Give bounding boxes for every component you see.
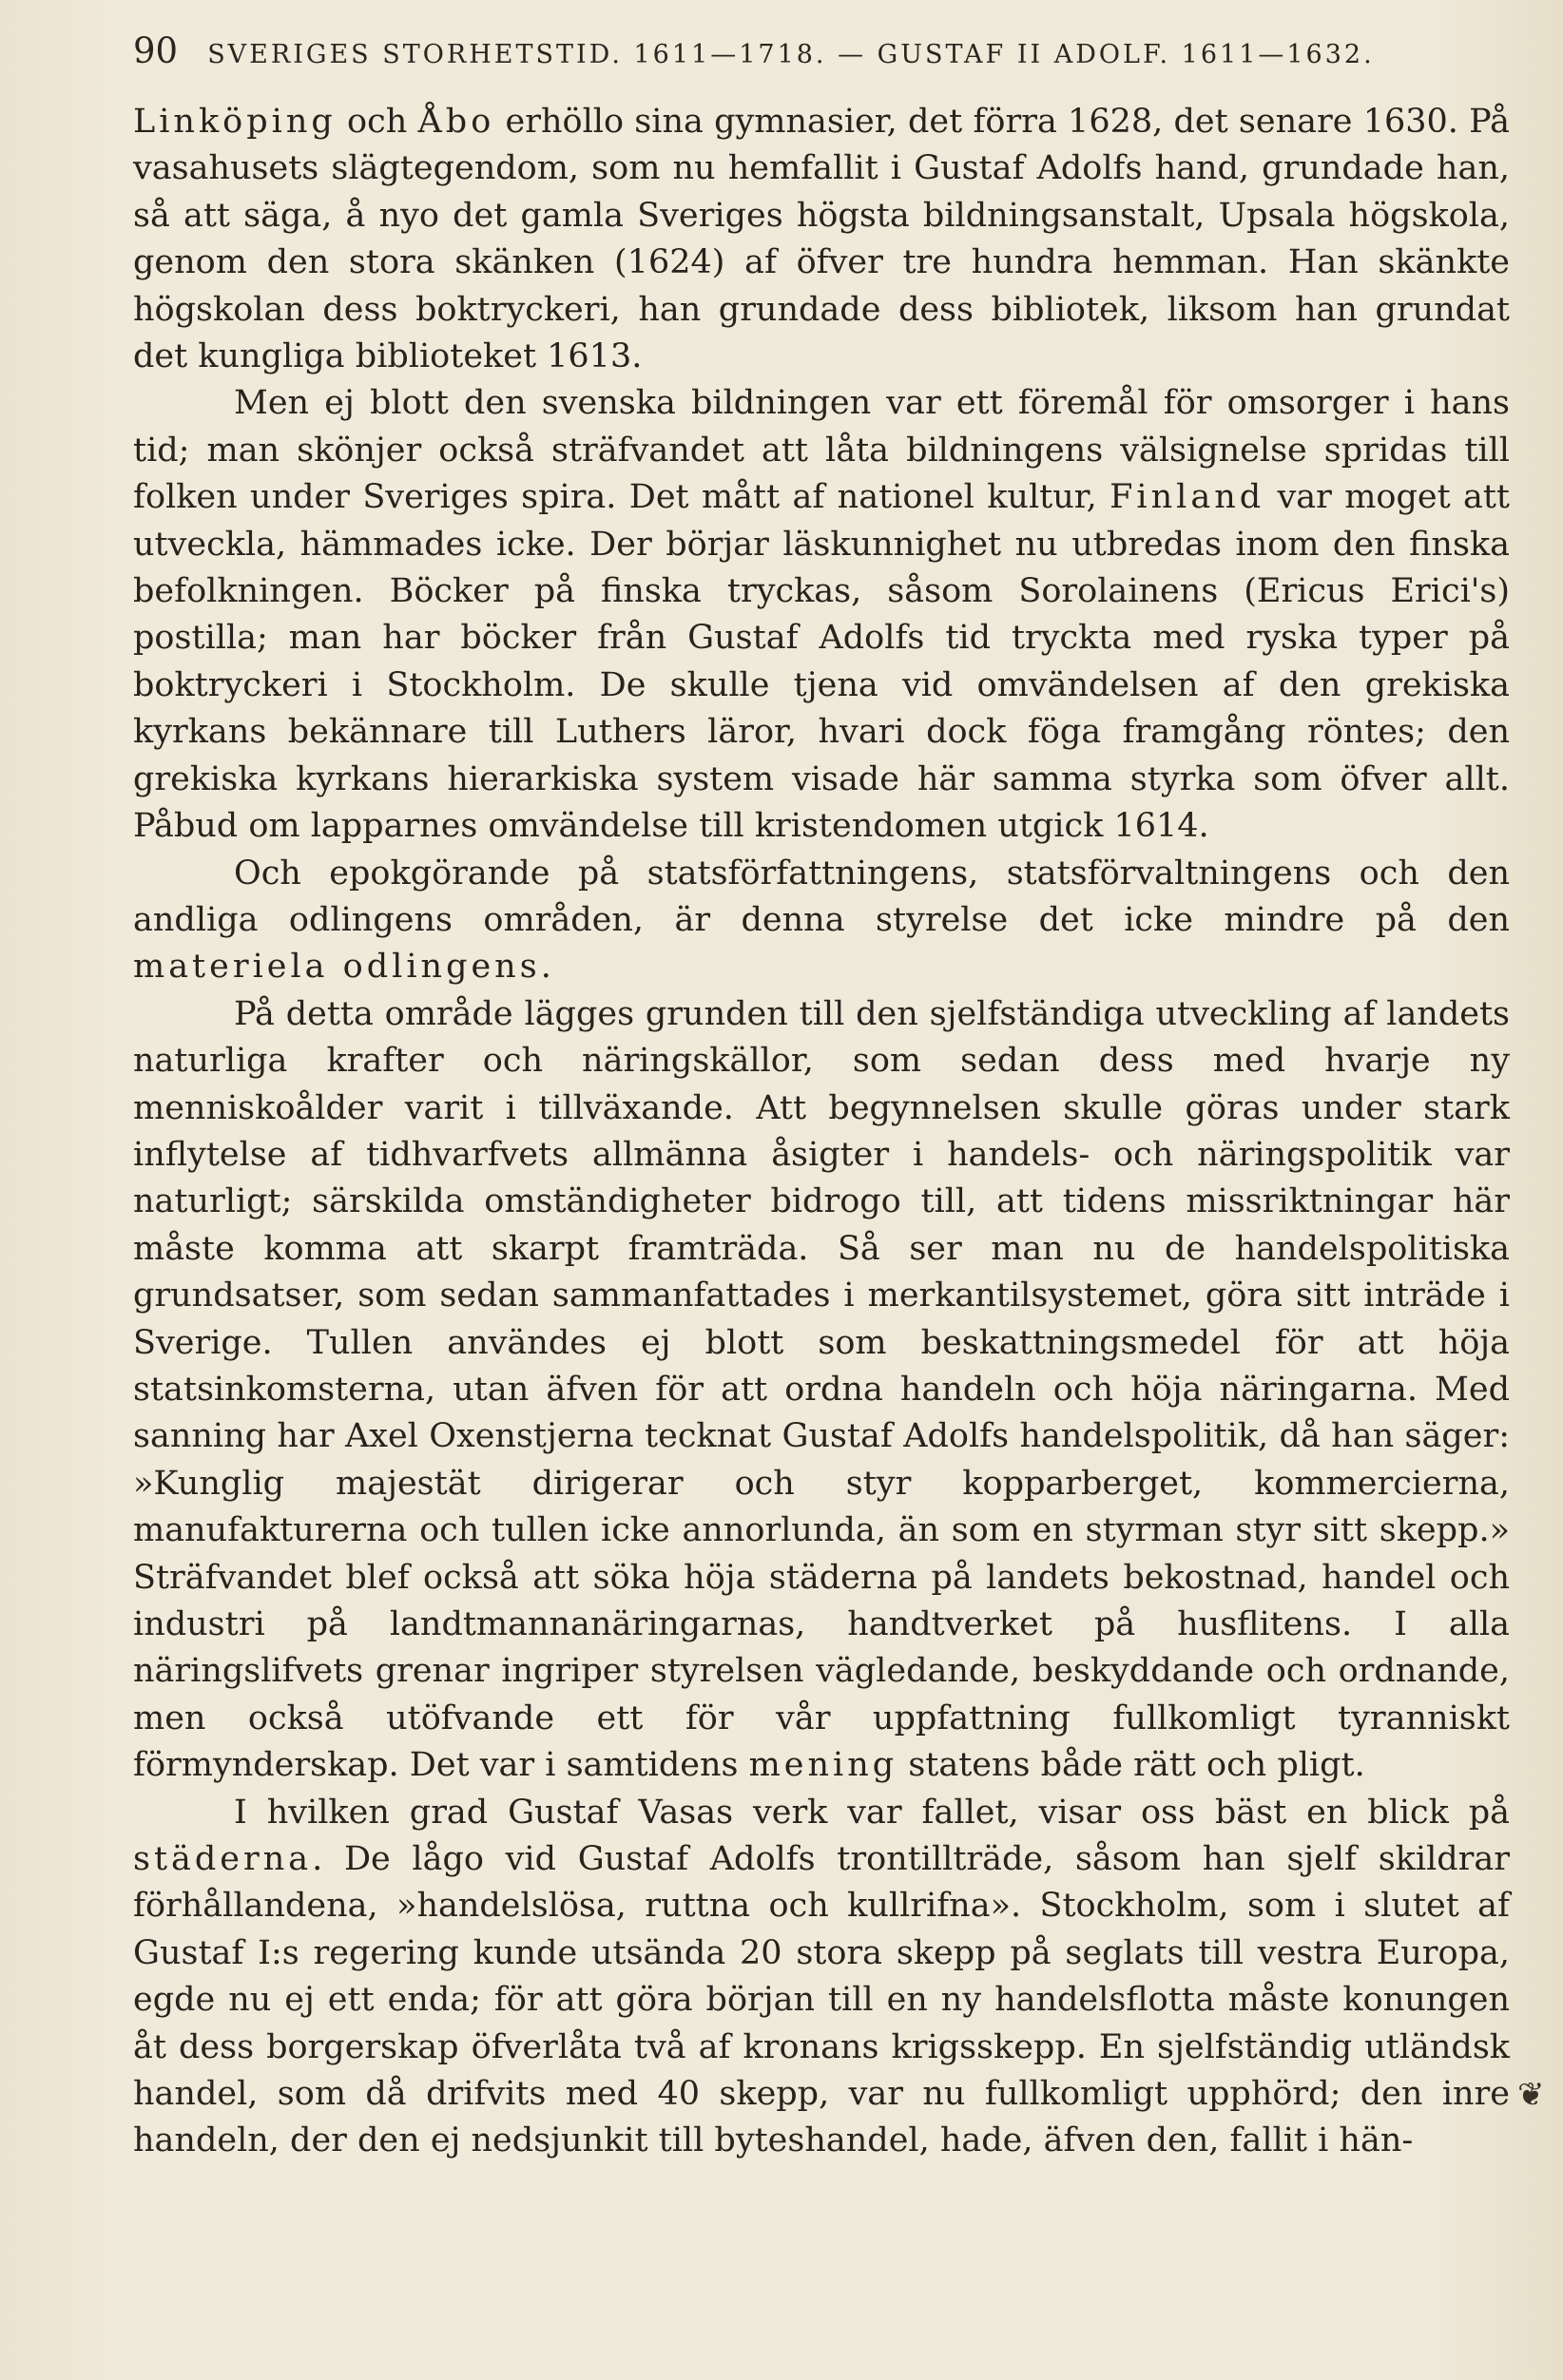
emphasized-text: städerna <box>133 1840 313 1879</box>
text-segment: I hvilken grad Gustaf Vasas verk var fallet, visar oss bäst en blick på <box>234 1793 1510 1832</box>
text-segment: var moget att utveckla, hämmades icke. Der börjar läskunnighet nu utbredas inom den finska befolkningen. Böcker på finska tryckas, såsom Sorolainens (Ericus Erici's) postilla; man har böcker från Gustaf Adolfs tid tryckta med ryska typer på boktryckeri i Stockholm. De skulle tjena vid omvändelsen af den grekiska kyrkans bekännare till Luthers läror, hvari dock föga framgång röntes; den grekiska kyrkans hierarkiska system visade här samma styrka som öfver allt. Påbud om lapparnes omvändelse till kristendomen utgick 1614. <box>133 478 1510 846</box>
emphasized-text: mening <box>748 1746 898 1785</box>
emphasized-text: Linköping <box>133 103 337 141</box>
page-number: 90 <box>133 30 179 71</box>
paragraph <box>133 99 1510 380</box>
body-text <box>133 99 1510 2165</box>
page-header <box>133 30 1521 87</box>
running-head: SVERIGES STORHETSTID. 1611—1718. — GUSTAF II ADOLF. 1611—1632. <box>207 40 1375 69</box>
paragraph <box>133 1790 1510 2165</box>
emphasized-text: Åbo <box>417 103 495 141</box>
paragraph <box>133 380 1510 850</box>
margin-ornament: ❦ <box>1517 2076 1545 2114</box>
text-segment: Men ej blott den svenska bildningen var ett föremål för omsorger i hans tid; man skönjer också sträfvandet att låta bildningens välsignelse spridas till folken under Sveriges spira. Det mått af nationel kultur, <box>133 384 1510 517</box>
text-segment: . <box>540 948 551 987</box>
text-segment: erhöllo sina gymnasier, det förra 1628, det senare 1630. På vasahusets slägtegendom, som nu hemfallit i Gustaf Adolfs hand, grundade han, så att säga, å nyo det gamla Sveriges högsta bildningsanstalt, Upsala högskola, genom den stora skänken (1624) af öfver tre hundra hemman. Han skänkte högskolan dess boktryckeri, han grundade dess bibliotek, liksom han grundat det kungliga biblioteket 1613. <box>133 103 1510 376</box>
text-segment: På detta område lägges grunden till den sjelfständiga utveckling af landets naturliga krafter och näringskällor, som sedan dess med hvarje ny menniskoålder varit i tillväxande. Att begynnelsen skulle göras under stark inflytelse af tidhvarfvets allmänna åsigter i handels- och näringspolitik var naturligt; särskilda omständigheter bidrogo till, att tidens missriktningar här måste komma att skarpt framträda. Så ser man nu de handelspolitiska grundsatser, som sedan sammanfattades i merkantilsystemet, göra sitt inträde i Sverige. Tullen användes ej blott som beskattningsmedel för att höja statsinkomsterna, utan äfven för att ordna handeln och höja näringarna. Med sanning har Axel Oxenstjerna tecknat Gustaf Adolfs handelspolitik, då han säger: »Kunglig majestät dirigerar och styr kopparberget, kommercierna, manufakturerna och tullen icke annorlunda, än som en styrman styr sitt skepp.» Sträfvandet blef också att söka höja städerna på landets bekostnad, handel och industri på landtmannanäringarnas, handtverket på husflitens. I alla näringslifvets grenar ingriper styrelsen vägledande, beskyddande och ordnande, men också utöfvande ett för vår uppfattning fullkomligt tyranniskt förmynderskap. Det var i samtidens <box>133 994 1510 1785</box>
text-segment: statens både rätt och pligt. <box>897 1746 1365 1785</box>
paragraph <box>133 991 1510 1790</box>
text-segment: . De lågo vid Gustaf Adolfs trontillträde, såsom han sjelf skildrar förhållandena, »handelslösa, ruttna och kullrifna». Stockholm, som i slutet af Gustaf I:s regering kunde utsända 20 stora skepp på seglats till vestra Europa, egde nu ej ett enda; för att göra början till en ny handelsflotta måste konungen åt dess borgerskap öfverlåta två af kronans krigsskepp. En sjelfständig utländsk handel, som då drifvits med 40 skepp, var nu fullkomligt upphörd; den inre handeln, der den ej nedsjunkit till byteshandel, hade, äfven den, fallit i hän- <box>133 1840 1510 2160</box>
emphasized-text: Finland <box>1110 478 1265 517</box>
paragraph <box>133 851 1510 991</box>
text-segment: Och epokgörande på statsförfattningens, statsförvaltningens och den andliga odlingens områden, är denna styrelse det icke mindre på den <box>133 854 1510 939</box>
text-segment: och <box>336 103 418 141</box>
emphasized-text: materiela odlingens <box>133 948 541 987</box>
